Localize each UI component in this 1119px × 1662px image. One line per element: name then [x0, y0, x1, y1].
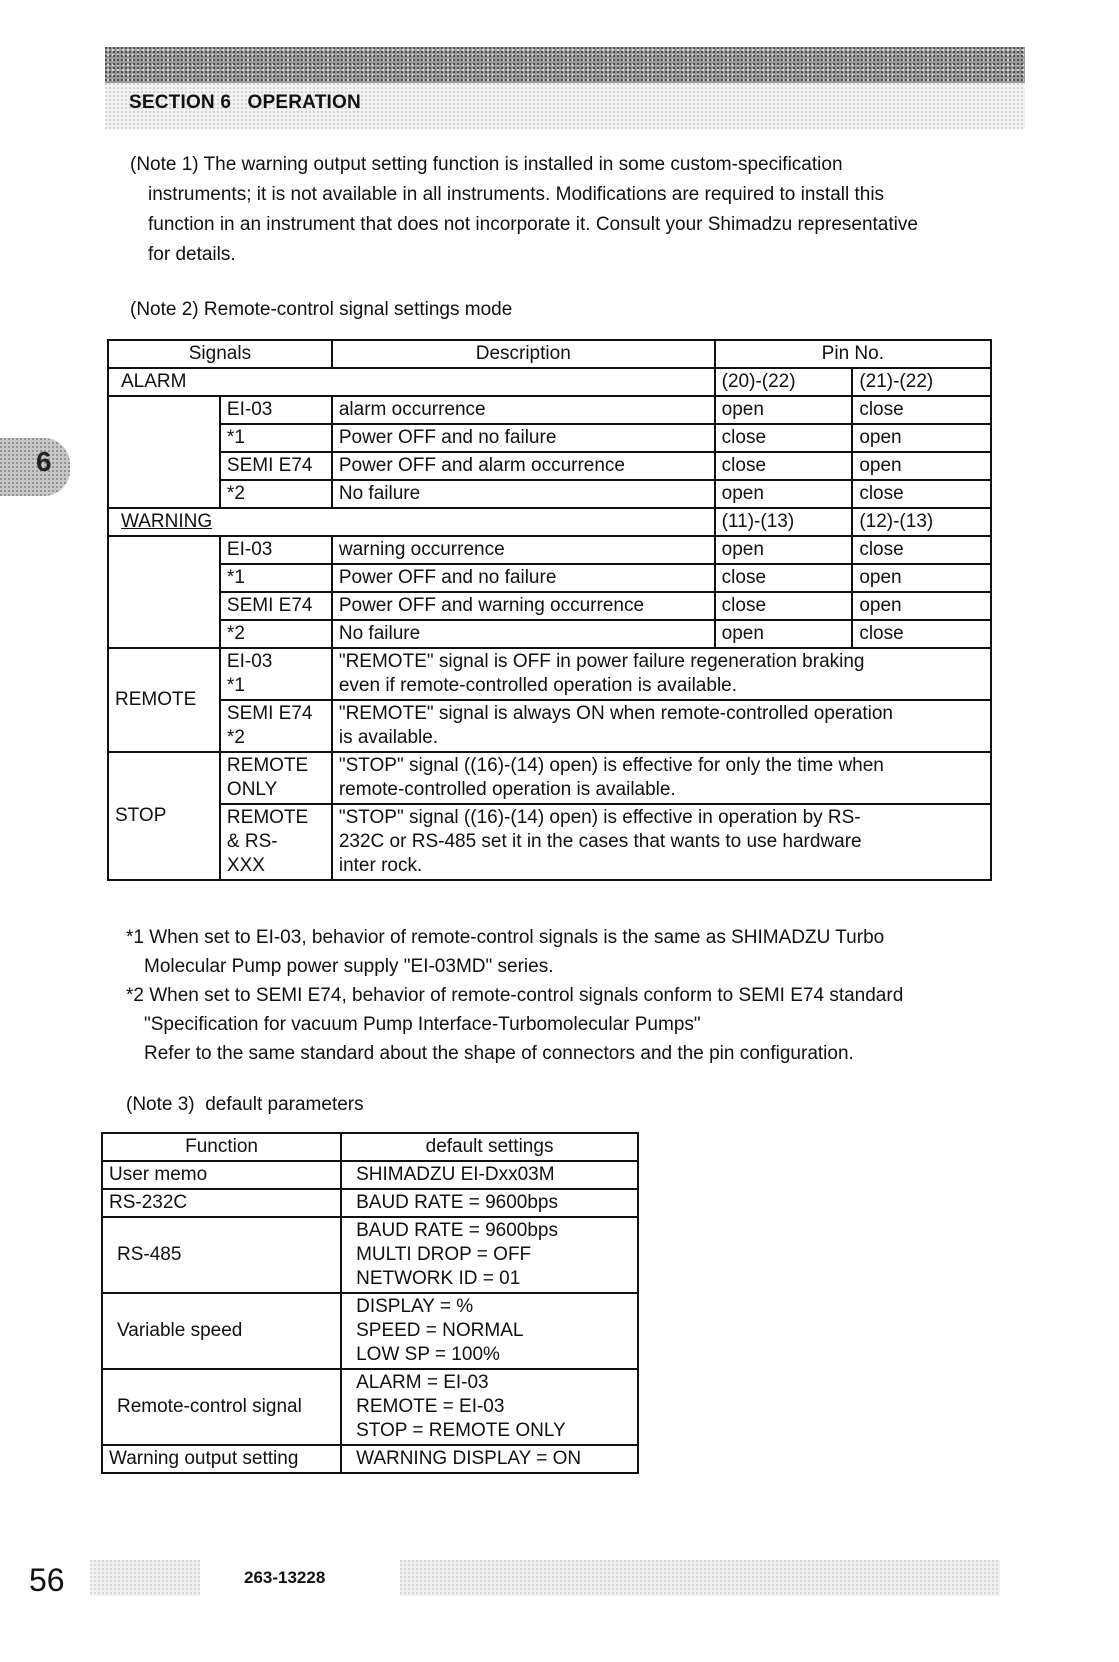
pin-b-cell: open	[852, 564, 991, 592]
remote-signal-table	[107, 339, 992, 881]
table-row	[108, 564, 991, 592]
table-header-row	[108, 340, 991, 368]
mode-line: XXX	[226, 855, 265, 876]
footnote-2-line: Refer to the same standard about the shape of connectors and the pin configuration.	[144, 1043, 854, 1064]
description-line: "STOP" signal ((16)-(14) open) is effective in operation by RS-	[338, 807, 861, 828]
setting-line: BAUD RATE = 9600bps	[356, 1220, 558, 1241]
mode-cell: *1	[220, 424, 332, 452]
mode-line: SEMI E74	[226, 703, 313, 724]
note-2-heading	[130, 295, 512, 325]
footer-decoration	[400, 1560, 1000, 1596]
mode-line: *2	[226, 727, 245, 748]
table-row	[102, 1161, 638, 1189]
chapter-tab-number: 6	[36, 446, 52, 477]
pin-b-cell: open	[852, 592, 991, 620]
description-line: "STOP" signal ((16)-(14) open) is effective for only the time when	[338, 755, 884, 776]
description-cell: alarm occurrence	[332, 396, 715, 424]
description-cell: Power OFF and alarm occurrence	[332, 452, 715, 480]
pin-a-cell: close	[715, 592, 853, 620]
section-title: SECTION 6 OPERATION	[129, 92, 361, 113]
mode-cell: *1	[220, 564, 332, 592]
alarm-label: ALARM	[108, 368, 715, 396]
function-cell: Remote-control signal	[102, 1369, 341, 1445]
mode-cell: SEMI E74	[220, 592, 332, 620]
header-function: Function	[102, 1133, 341, 1161]
pin-a-cell: close	[715, 424, 853, 452]
note-1-line: (Note 1) The warning output setting function is installed in some custom-specification	[130, 154, 843, 175]
mode-cell	[220, 648, 332, 700]
mode-line: REMOTE	[226, 755, 309, 776]
header-pin-no: Pin No.	[715, 340, 991, 368]
settings-cell	[341, 1445, 638, 1473]
mode-line: *1	[226, 675, 245, 696]
pin-b-cell: open	[852, 424, 991, 452]
pin-a-cell: open	[715, 480, 853, 508]
header-signals: Signals	[108, 340, 332, 368]
description-line: "REMOTE" signal is always ON when remote-controlled operation	[338, 703, 893, 724]
description-line: even if remote-controlled operation is available.	[338, 675, 738, 696]
setting-line: SHIMADZU EI-Dxx03M	[356, 1164, 555, 1185]
section-header-band	[105, 47, 1025, 83]
setting-line: ALARM = EI-03	[356, 1372, 489, 1393]
note-3-heading-text: (Note 3) default parameters	[126, 1094, 364, 1115]
description-cell: Power OFF and warning occurrence	[332, 592, 715, 620]
pin-b-cell: close	[852, 536, 991, 564]
footnote-1-line: *1 When set to EI-03, behavior of remote-control signals is the same as SHIMADZU Turbo	[126, 927, 885, 948]
note-3-heading	[126, 1090, 364, 1120]
description-cell: Power OFF and no failure	[332, 424, 715, 452]
warning-pin-a: (11)-(13)	[715, 508, 853, 536]
pin-b-cell: close	[852, 620, 991, 648]
setting-line: STOP = REMOTE ONLY	[356, 1420, 566, 1441]
warning-label: WARNING	[108, 508, 715, 536]
default-parameters-table	[101, 1132, 639, 1474]
setting-line: REMOTE = EI-03	[356, 1396, 505, 1417]
mode-cell: EI-03	[220, 396, 332, 424]
setting-line: DISPLAY = %	[356, 1296, 474, 1317]
stop-label: STOP	[108, 752, 220, 880]
description-cell: warning occurrence	[332, 536, 715, 564]
table-row	[102, 1369, 638, 1445]
table-header-row	[102, 1133, 638, 1161]
table-row	[108, 396, 991, 424]
warning-pin-b: (12)-(13)	[852, 508, 991, 536]
blank-cell	[108, 396, 220, 508]
mode-line: & RS-	[226, 831, 278, 852]
description-line: 232C or RS-485 set it in the cases that wants to use hardware	[338, 831, 862, 852]
mode-cell: EI-03	[220, 536, 332, 564]
footnotes	[126, 923, 903, 1068]
note-1-line: function in an instrument that does not incorporate it. Consult your Shimadzu representative	[148, 214, 918, 235]
mode-line: REMOTE	[226, 807, 309, 828]
header-default-settings: default settings	[341, 1133, 638, 1161]
pin-b-cell: close	[852, 480, 991, 508]
description-cell	[332, 804, 991, 880]
pin-a-cell: open	[715, 536, 853, 564]
table-row	[108, 804, 991, 880]
note-1	[130, 150, 1030, 270]
description-line: "REMOTE" signal is OFF in power failure regeneration braking	[338, 651, 865, 672]
function-cell: Variable speed	[102, 1293, 341, 1369]
mode-cell: SEMI E74	[220, 452, 332, 480]
table-row	[108, 424, 991, 452]
table-row	[108, 648, 991, 700]
mode-line: ONLY	[226, 779, 278, 800]
chapter-tab	[0, 438, 70, 496]
description-cell	[332, 648, 991, 700]
table-row	[108, 592, 991, 620]
mode-cell	[220, 804, 332, 880]
mode-cell	[220, 752, 332, 804]
pin-b-cell: close	[852, 396, 991, 424]
settings-cell	[341, 1293, 638, 1369]
function-cell: RS-485	[102, 1217, 341, 1293]
setting-line: SPEED = NORMAL	[356, 1320, 524, 1341]
footer-decoration	[90, 1560, 200, 1596]
table-row	[108, 700, 991, 752]
description-cell	[332, 700, 991, 752]
description-cell: Power OFF and no failure	[332, 564, 715, 592]
description-cell: No failure	[332, 620, 715, 648]
pin-b-cell: open	[852, 452, 991, 480]
setting-line: LOW SP = 100%	[356, 1344, 500, 1365]
pin-a-cell: open	[715, 396, 853, 424]
note-2-heading-text: (Note 2) Remote-control signal settings mode	[130, 299, 513, 320]
pin-a-cell: open	[715, 620, 853, 648]
note-1-line: instruments; it is not available in all instruments. Modifications are required to install this	[148, 184, 885, 205]
function-cell: Warning output setting	[102, 1445, 341, 1473]
table-row	[102, 1445, 638, 1473]
pin-a-cell: close	[715, 452, 853, 480]
alarm-section-row	[108, 368, 991, 396]
warning-section-row	[108, 508, 991, 536]
table-row	[108, 480, 991, 508]
table-row	[102, 1189, 638, 1217]
description-line: remote-controlled operation is available.	[338, 779, 676, 800]
page-number: 56	[29, 1562, 65, 1598]
settings-cell	[341, 1161, 638, 1189]
mode-line: EI-03	[226, 651, 273, 672]
footnote-2-line: "Specification for vacuum Pump Interface-Turbomolecular Pumps"	[144, 1014, 701, 1035]
mode-cell: *2	[220, 620, 332, 648]
description-line: is available.	[338, 727, 439, 748]
table-row	[108, 752, 991, 804]
footnote-2-line: *2 When set to SEMI E74, behavior of remote-control signals conform to SEMI E74 standard	[126, 985, 904, 1006]
table-row	[108, 452, 991, 480]
description-line: inter rock.	[338, 855, 423, 876]
header-description: Description	[332, 340, 715, 368]
remote-label: REMOTE	[108, 648, 220, 752]
function-cell: User memo	[102, 1161, 341, 1189]
setting-line: WARNING DISPLAY = ON	[356, 1448, 582, 1469]
mode-cell	[220, 700, 332, 752]
settings-cell	[341, 1369, 638, 1445]
alarm-pin-a: (20)-(22)	[715, 368, 853, 396]
setting-line: MULTI DROP = OFF	[356, 1244, 532, 1265]
setting-line: NETWORK ID = 01	[356, 1268, 521, 1289]
alarm-pin-b: (21)-(22)	[852, 368, 991, 396]
table-row	[108, 620, 991, 648]
pin-a-cell: close	[715, 564, 853, 592]
description-cell	[332, 752, 991, 804]
settings-cell	[341, 1189, 638, 1217]
footnote-1-line: Molecular Pump power supply "EI-03MD" series.	[144, 956, 554, 977]
note-1-line: for details.	[148, 244, 236, 265]
document-code: 263-13228	[244, 1568, 326, 1587]
table-row	[102, 1217, 638, 1293]
description-cell: No failure	[332, 480, 715, 508]
blank-cell	[108, 536, 220, 648]
table-row	[102, 1293, 638, 1369]
table-row	[108, 536, 991, 564]
function-cell: RS-232C	[102, 1189, 341, 1217]
mode-cell: *2	[220, 480, 332, 508]
setting-line: BAUD RATE = 9600bps	[356, 1192, 558, 1213]
settings-cell	[341, 1217, 638, 1293]
